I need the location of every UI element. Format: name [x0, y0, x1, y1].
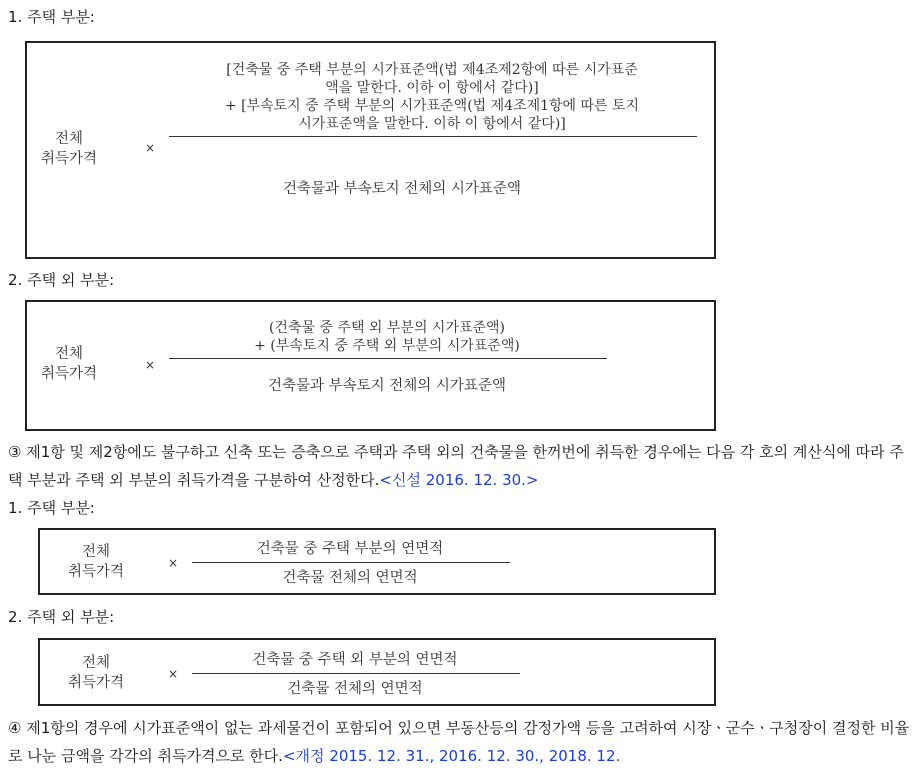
total-label: 전체 [81, 655, 110, 671]
formula-denominator: 건축물과 부속토지 전체의 시가표준액 [268, 378, 506, 394]
numerator-line: + (부속토지 중 주택 외 부분의 시가표준액) [254, 338, 520, 354]
paragraph-4 [8, 714, 913, 770]
item-heading-non-housing: 2. 주택 외 부분: [8, 271, 115, 289]
multiply-icon: × [168, 667, 179, 681]
total-label: 전체 [54, 346, 83, 362]
fraction-bar [192, 673, 520, 674]
acquisition-price-label: 취득가격 [67, 675, 125, 691]
formula-box-non-housing-area [38, 638, 716, 706]
acquisition-price-label: 취득가격 [67, 564, 125, 580]
paragraph-text: ④ 제1항의 경우에 시가표준액이 없는 과세물건이 포함되어 있으면 부동산등의 감정가액 등을 고려하여 시장ㆍ군수ㆍ구청장이 결정한 비율로 나눈 금액을 각각의 취득가격으로 한다. [8, 719, 910, 765]
total-label: 전체 [81, 544, 110, 560]
numerator-line: 시가표준액을 말한다. 이하 이 항에서 같다)] [298, 116, 566, 132]
numerator-line: [건축물 중 주택 부분의 시가표준액(법 제4조제2항에 따른 시가표준 [226, 62, 638, 78]
formula-numerator: 건축물 중 주택 외 부분의 연면적 [252, 652, 458, 668]
numerator-line: + [부속토지 중 주택 부분의 시가표준액(법 제4조제1항에 따른 토지 [224, 98, 640, 114]
multiply-icon: × [145, 358, 156, 372]
item-heading-housing: 1. 주택 부분: [8, 8, 95, 26]
formula-numerator: 건축물 중 주택 부분의 연면적 [256, 541, 444, 557]
formula-denominator: 건축물 전체의 연면적 [287, 681, 423, 697]
total-label: 전체 [54, 131, 83, 147]
item-heading-housing-area: 1. 주택 부분: [8, 499, 95, 517]
formula-denominator: 건축물 전체의 연면적 [282, 570, 418, 586]
formula-left-label [39, 129, 99, 169]
acquisition-price-label: 취득가격 [40, 366, 98, 382]
numerator-line: (건축물 중 주택 외 부분의 시가표준액) [268, 320, 506, 336]
amendment-link[interactable]: <개정 2015. 12. 31., 2016. 12. 30., 2018. 12. [282, 747, 621, 765]
fraction-bar [169, 136, 697, 137]
numerator-line: 액을 말한다. 이하 이 항에서 같다)] [325, 80, 539, 96]
acquisition-price-label: 취득가격 [40, 151, 98, 167]
paragraph-text: ③ 제1항 및 제2항에도 불구하고 신축 또는 증축으로 주택과 주택 외의 건축물을 한꺼번에 취득한 경우에는 다음 각 호의 계산식에 따라 주택 부분과 주택 외 부분의 취득가격을 구분하여 산정한다. [8, 443, 904, 489]
formula-left-label [56, 542, 136, 582]
formula-left-label [56, 653, 136, 693]
fraction-bar [169, 358, 607, 359]
formula-box-housing-area [38, 528, 716, 595]
fraction-bar [192, 562, 510, 563]
paragraph-3 [8, 438, 913, 494]
formula-left-label [39, 344, 99, 384]
formula-box-housing-price [25, 41, 716, 259]
formula-numerator [167, 61, 697, 133]
multiply-icon: × [168, 556, 179, 570]
item-heading-non-housing-area: 2. 주택 외 부분: [8, 608, 115, 626]
formula-box-non-housing-price [25, 300, 716, 431]
formula-denominator: 건축물과 부속토지 전체의 시가표준액 [283, 181, 521, 197]
amendment-link[interactable]: <신설 2016. 12. 30.> [379, 471, 539, 489]
formula-numerator [177, 319, 597, 355]
multiply-icon: × [145, 141, 156, 155]
